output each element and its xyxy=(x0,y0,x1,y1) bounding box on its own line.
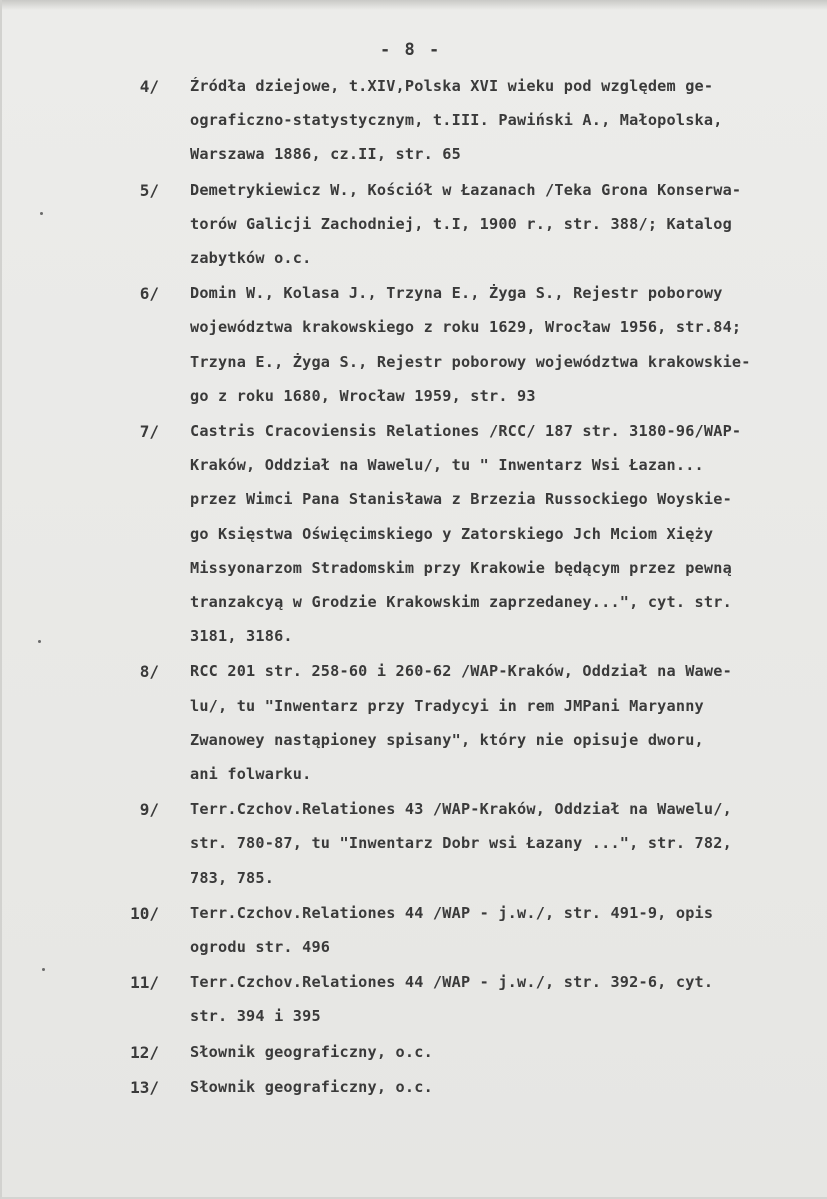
footnote-line: województwa krakowskiego z roku 1629, Wrocław 1956, str.84; xyxy=(190,318,742,337)
footnote-line: Demetrykiewicz W., Kościół w Łazanach /Teka Grona Konserwa- xyxy=(190,180,742,199)
footnote-line: Kraków, Oddział na Wawelu/, tu " Inwentarz Wsi Łazan... xyxy=(190,456,704,475)
footnote-line: ogrodu str. 496 xyxy=(190,937,331,956)
footnote-line: ograficzno-statystycznym, t.III. Pawiński A., Małopolska, xyxy=(190,111,723,130)
footnote-line: lu/, tu "Inwentarz przy Tradycyi in rem JMPani Maryanny xyxy=(190,696,704,715)
footnote-line: Słownik geograficzny, o.c. xyxy=(190,1077,433,1096)
footnote-line: Terr.Czchov.Relationes 44 /WAP - j.w./, str. 392-6, cyt. xyxy=(190,973,714,992)
footnote-number: 11/ xyxy=(130,973,159,993)
footnote-line: 3181, 3186. xyxy=(190,627,293,646)
footnote-line: Trzyna E., Żyga S., Rejestr poborowy województwa krakowskie- xyxy=(190,352,751,371)
footnote-line: go Księstwa Oświęcimskiego y Zatorskiego Jch Mciom Xięży xyxy=(190,524,714,543)
footnote-line: Słownik geograficzny, o.c. xyxy=(190,1042,433,1061)
footnote-number: 6/ xyxy=(139,284,159,304)
footnote-line: torów Galicji Zachodniej, t.I, 1900 r., str. 388/; Katalog xyxy=(190,214,732,233)
footnote-line: Warszawa 1886, cz.II, str. 65 xyxy=(190,145,461,164)
footnote-number: 7/ xyxy=(139,422,159,441)
footnote-line: 783, 785. xyxy=(190,868,275,887)
footnote-line: Missyonarzom Stradomskim przy Krakowie będącym przez pewną xyxy=(190,558,732,577)
footnote-number: 5/ xyxy=(139,180,159,200)
footnote-number: 10/ xyxy=(130,903,159,923)
footnote-line: str. 780-87, tu "Inwentarz Dobr wsi Łazany ...", str. 782, xyxy=(190,834,732,853)
footnote-line: ani folwarku. xyxy=(190,764,312,783)
footnote-line: przez Wimci Pana Stanisława z Brzezia Russockiego Woyskie- xyxy=(190,490,732,509)
paper-speck xyxy=(40,212,43,215)
footnote-line: go z roku 1680, Wrocław 1959, str. 93 xyxy=(190,386,536,405)
footnote-line: Terr.Czchov.Relationes 44 /WAP - j.w./, str. 491-9, opis xyxy=(190,903,714,922)
footnote-number: 12/ xyxy=(130,1042,159,1062)
footnote-number: 8/ xyxy=(139,662,159,682)
footnote-line: Castris Cracoviensis Relationes /RCC/ 187 str. 3180-96/WAP- xyxy=(190,422,742,440)
footnote-line: Domin W., Kolasa J., Trzyna E., Żyga S., Rejestr poborowy xyxy=(190,284,723,303)
footnote-line: str. 394 i 395 xyxy=(190,1007,321,1026)
footnote-line: zabytków o.c. xyxy=(190,248,312,267)
page-edge-shadow xyxy=(2,0,827,10)
footnote-number: 4/ xyxy=(139,77,159,96)
page-number: - 8 - xyxy=(380,40,442,60)
paper-speck xyxy=(38,640,41,643)
footnote-line: Terr.Czchov.Relationes 43 /WAP-Kraków, Oddział na Wawelu/, xyxy=(190,800,732,819)
footnote-number: 13/ xyxy=(130,1077,159,1097)
footnote-line: tranzakcyą w Grodzie Krakowskim zaprzedaney...", cyt. str. xyxy=(190,593,732,611)
footnote-line: RCC 201 str. 258-60 i 260-62 /WAP-Kraków, Oddział na Wawe- xyxy=(190,662,732,681)
footnote-line: Źródła dziejowe, t.XIV,Polska XVI wieku pod względem ge- xyxy=(190,77,714,95)
footnote-number: 9/ xyxy=(139,800,159,820)
footnote-line: Zwanowey nastąpioney spisany", który nie opisuje dworu, xyxy=(190,730,704,749)
paper-speck xyxy=(42,968,45,971)
